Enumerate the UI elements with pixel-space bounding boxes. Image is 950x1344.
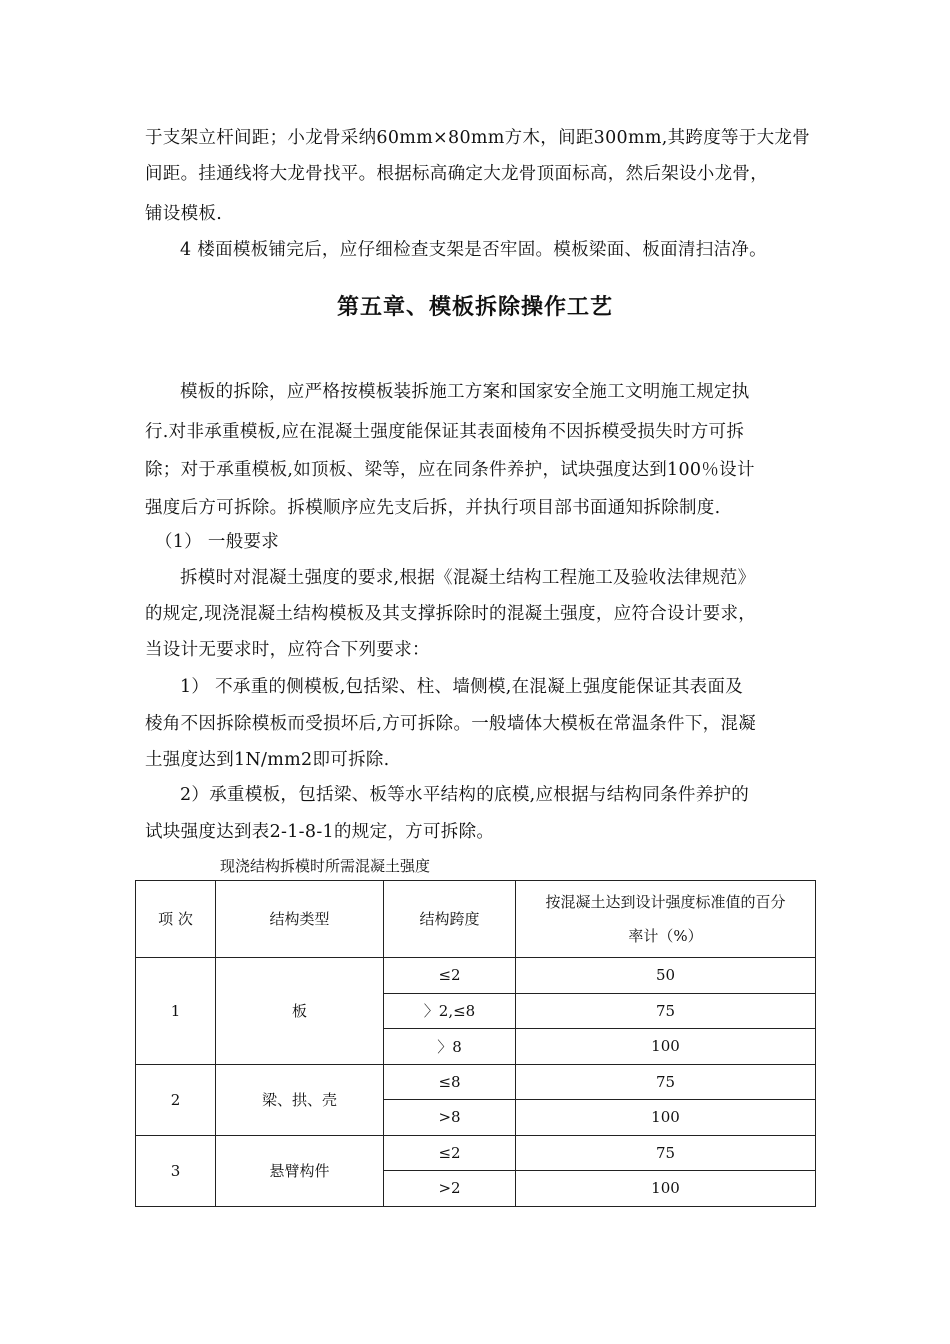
cell-span: ≤2 (384, 1135, 516, 1171)
cell-span: >2 (384, 1171, 516, 1207)
paragraph-line: 1） 不承重的侧模板,包括梁、柱、墙侧模,在混凝上强度能保证其表面及 (180, 677, 744, 697)
paragraph-line: 试块强度达到表2-1-8-1的规定，方可拆除。 (145, 822, 495, 842)
header-cell-percent (516, 881, 816, 958)
strength-table (135, 880, 816, 1207)
cell-span: 〉2,≤8 (384, 993, 516, 1029)
cell-type: 梁、拱、壳 (216, 1064, 384, 1135)
cell-percent: 75 (516, 993, 816, 1029)
table-row (136, 1135, 816, 1171)
cell-percent: 75 (516, 1064, 816, 1100)
cell-percent: 100 (516, 1029, 816, 1065)
header-percent-line1: 按混凝土达到设计强度标准值的百分 (545, 893, 786, 911)
cell-span: >8 (384, 1100, 516, 1136)
cell-percent: 100 (516, 1100, 816, 1136)
cell-percent: 50 (516, 958, 816, 994)
table-caption: 现浇结构拆模时所需混凝土强度 (220, 857, 431, 875)
table-row (136, 1064, 816, 1100)
paragraph-line: 于支架立杆间距；小龙骨采纳60mm×80mm方木，间距300mm,其跨度等于大龙骨 (145, 128, 811, 148)
item-4-text: 4 楼面模板铺完后，应仔细检查支架是否牢固。模板梁面、板面清扫洁净。 (180, 240, 767, 260)
paragraph-line: 的规定,现浇混凝土结构模板及其支撑拆除时的混凝土强度，应符合设计要求， (145, 604, 757, 624)
header-cell-type: 结构类型 (216, 881, 384, 958)
cell-percent: 75 (516, 1135, 816, 1171)
cell-span: 〉8 (384, 1029, 516, 1065)
header-cell-span: 结构跨度 (384, 881, 516, 958)
header-percent-line2: 率计（%） (628, 927, 703, 945)
paragraph-line: 拆模时对混凝土强度的要求,根据《混凝土结构工程施工及验收法律规范》 (180, 568, 756, 588)
cell-span: ≤2 (384, 958, 516, 994)
header-cell-no: 项 次 (136, 881, 216, 958)
paragraph-line: 棱角不因拆除模板而受损坏后,方可拆除。一般墙体大模板在常温条件下，混凝 (145, 714, 757, 734)
paragraph-line: 铺设模板. (145, 204, 223, 224)
paragraph-line: 除；对于承重模板,如顶板、梁等，应在同条件养护，试块强度达到100％设计 (145, 460, 755, 480)
table-header-row (136, 881, 816, 958)
cell-no: 3 (136, 1135, 216, 1206)
cell-type: 悬臂构件 (216, 1135, 384, 1206)
paragraph-line: 间距。挂通线将大龙骨找平。根据标高确定大龙骨顶面标高，然后架设小龙骨， (145, 164, 768, 184)
cell-span: ≤8 (384, 1064, 516, 1100)
cell-percent: 100 (516, 1171, 816, 1207)
paragraph-line: 行.对非承重模板,应在混凝土强度能保证其表面棱角不因拆模受损失时方可拆 (145, 422, 745, 442)
cell-no: 1 (136, 958, 216, 1065)
chapter-title: 第五章、模板拆除操作工艺 (336, 295, 613, 320)
paragraph-line: 土强度达到1N/mm2即可拆除. (145, 750, 390, 770)
table-row (136, 958, 816, 994)
paragraph-line: 强度后方可拆除。拆模顺序应先支后拆，并执行项目部书面通知拆除制度. (145, 498, 721, 518)
paragraph-line: 当设计无要求时，应符合下列要求： (145, 640, 430, 660)
cell-no: 2 (136, 1064, 216, 1135)
section-heading: （1） 一般要求 (155, 532, 280, 552)
paragraph-line: 模板的拆除，应严格按模板装拆施工方案和国家安全施工文明施工规定执 (180, 382, 750, 402)
paragraph-line: 2）承重模板，包括梁、板等水平结构的底模,应根据与结构同条件养护的 (180, 785, 750, 805)
cell-type: 板 (216, 958, 384, 1065)
